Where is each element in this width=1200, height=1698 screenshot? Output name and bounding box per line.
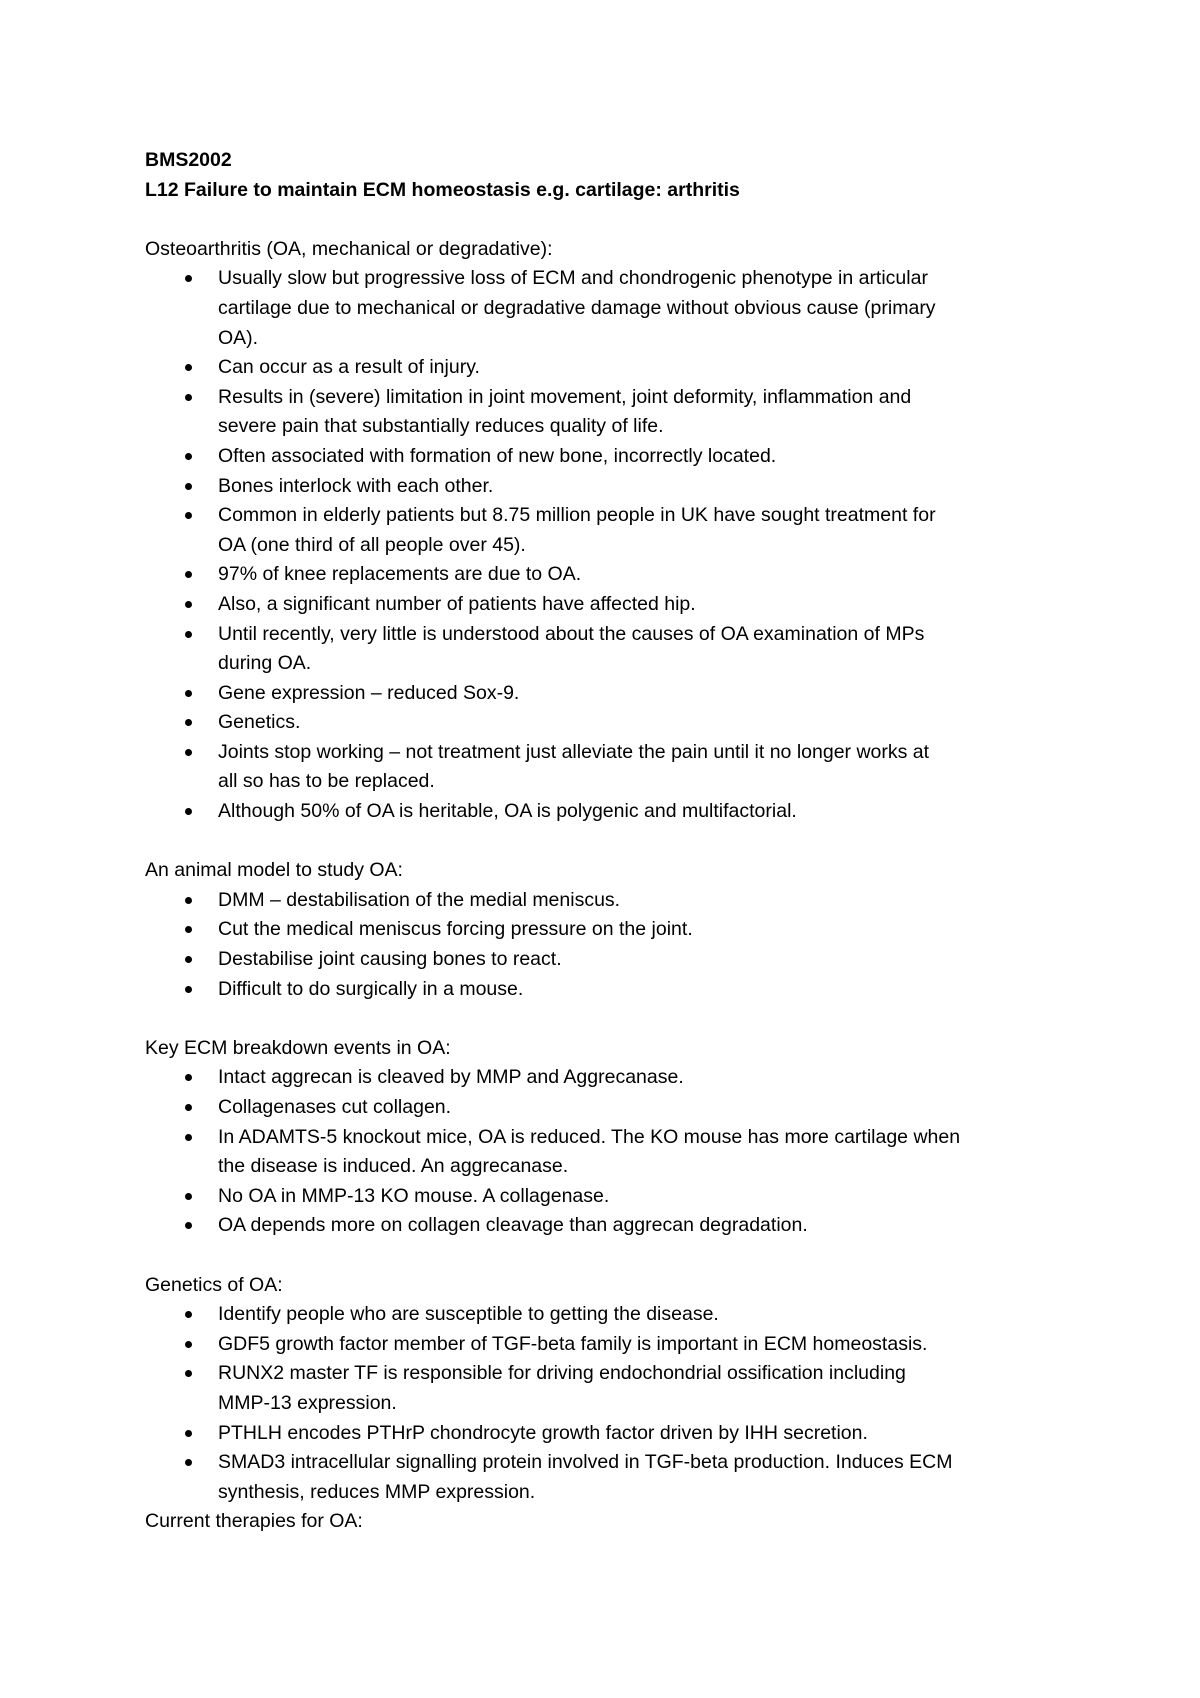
bullet-text-line: OA depends more on collagen cleavage than aggrecan degradation.: [218, 1214, 808, 1237]
bullet-item: [145, 679, 1065, 709]
bullet-item: [145, 1419, 1065, 1449]
bullet-icon: [185, 1341, 192, 1348]
bullet-icon: [185, 719, 192, 726]
bullet-list: [145, 886, 1065, 1004]
bullet-icon: [185, 571, 192, 578]
bullet-icon: [185, 897, 192, 904]
sections-container: [145, 235, 1065, 1508]
bullet-item: [145, 1182, 1065, 1212]
bullet-text: [218, 975, 1065, 1005]
bullet-text: [218, 472, 1065, 502]
bullet-text-line: Destabilise joint causing bones to react.: [218, 948, 562, 971]
bullet-item: [145, 590, 1065, 620]
bullet-text-line: 97% of knee replacements are due to OA.: [218, 563, 582, 586]
bullet-text: [218, 1359, 1065, 1418]
bullet-text: [218, 620, 1065, 679]
bullet-item: [145, 353, 1065, 383]
bullet-text: [218, 1063, 1065, 1093]
bullet-text: [218, 1448, 1065, 1507]
bullet-text-line: Cut the medical meniscus forcing pressure on the joint.: [218, 918, 693, 941]
bullet-item: [145, 797, 1065, 827]
blank-line: [145, 827, 1065, 857]
bullet-icon: [185, 1311, 192, 1318]
bullet-text: [218, 264, 1065, 353]
bullet-item: [145, 1093, 1065, 1123]
bullet-icon: [185, 1459, 192, 1466]
bullet-text: [218, 1211, 1065, 1241]
bullet-item: [145, 1123, 1065, 1182]
bullet-text-line: the disease is induced. An aggrecanase.: [218, 1155, 569, 1178]
bullet-text: [218, 442, 1065, 472]
bullet-text: [218, 1123, 1065, 1182]
bullet-item: [145, 383, 1065, 442]
bullet-item: [145, 501, 1065, 560]
bullet-text: [218, 708, 1065, 738]
bullet-text: [218, 797, 1065, 827]
bullet-list: [145, 1063, 1065, 1241]
bullet-text: [218, 886, 1065, 916]
bullet-text: [218, 915, 1065, 945]
bullet-icon: [185, 690, 192, 697]
bullet-text-line: Often associated with formation of new bone, incorrectly located.: [218, 444, 777, 467]
bullet-item: [145, 472, 1065, 502]
bullet-text: [218, 1300, 1065, 1330]
bullet-icon: [185, 1104, 192, 1111]
blank-line: [145, 205, 1065, 235]
bullet-text: [218, 1419, 1065, 1449]
bullet-icon: [185, 1134, 192, 1141]
bullet-icon: [185, 808, 192, 815]
bullet-icon: [185, 601, 192, 608]
bullet-icon: [185, 986, 192, 993]
bullet-item: [145, 886, 1065, 916]
bullet-item: [145, 975, 1065, 1005]
bullet-item: [145, 442, 1065, 472]
bullet-text-line: cartilage due to mechanical or degradative damage without obvious cause (primary: [218, 296, 936, 319]
bullet-icon: [185, 1193, 192, 1200]
bullet-item: [145, 945, 1065, 975]
bullet-item: [145, 1448, 1065, 1507]
bullet-text-line: Identify people who are susceptible to getting the disease.: [218, 1303, 719, 1326]
bullet-text: [218, 1093, 1065, 1123]
blank-line: [145, 1004, 1065, 1034]
bullet-icon: [185, 631, 192, 638]
bullet-icon: [185, 1074, 192, 1081]
bullet-text-line: DMM – destabilisation of the medial meniscus.: [218, 888, 621, 911]
bullet-text: [218, 560, 1065, 590]
bullet-text: [218, 945, 1065, 975]
bullet-item: [145, 620, 1065, 679]
bullet-text-line: severe pain that substantially reduces quality of life.: [218, 415, 664, 438]
bullet-text-line: GDF5 growth factor member of TGF-beta family is important in ECM homeostasis.: [218, 1332, 928, 1355]
bullet-list: [145, 264, 1065, 826]
bullet-text-line: OA).: [218, 326, 259, 349]
bullet-item: [145, 560, 1065, 590]
bullet-text: [218, 383, 1065, 442]
bullet-item: [145, 1359, 1065, 1418]
bullet-text: [218, 738, 1065, 797]
bullet-icon: [185, 1430, 192, 1437]
bullet-icon: [185, 512, 192, 519]
bullet-text-line: SMAD3 intracellular signalling protein involved in TGF-beta production. Induces ECM: [218, 1451, 953, 1474]
bullet-text-line: Usually slow but progressive loss of ECM and chondrogenic phenotype in articular: [218, 267, 928, 290]
bullet-icon: [185, 1222, 192, 1229]
bullet-icon: [185, 483, 192, 490]
bullet-item: [145, 915, 1065, 945]
bullet-text-line: Until recently, very little is understood about the causes of OA examination of MPs: [218, 622, 925, 645]
bullet-item: [145, 708, 1065, 738]
bullet-text-line: PTHLH encodes PTHrP chondrocyte growth factor driven by IHH secretion.: [218, 1421, 868, 1444]
section-heading: An animal model to study OA:: [145, 859, 403, 882]
bullet-item: [145, 1063, 1065, 1093]
section-heading: Genetics of OA:: [145, 1273, 283, 1296]
bullet-text-line: Genetics.: [218, 711, 301, 734]
blank-line: [145, 1241, 1065, 1271]
bullet-item: [145, 1211, 1065, 1241]
section-heading: Key ECM breakdown events in OA:: [145, 1036, 451, 1059]
bullet-text-line: In ADAMTS-5 knockout mice, OA is reduced. The KO mouse has more cartilage when: [218, 1125, 961, 1148]
bullet-item: [145, 738, 1065, 797]
bullet-icon: [185, 275, 192, 282]
bullet-text-line: RUNX2 master TF is responsible for driving endochondrial ossification including: [218, 1362, 906, 1385]
section-heading: Osteoarthritis (OA, mechanical or degradative):: [145, 237, 553, 260]
bullet-text: [218, 501, 1065, 560]
bullet-text-line: MMP-13 expression.: [218, 1391, 397, 1414]
bullet-text: [218, 1330, 1065, 1360]
bullet-icon: [185, 394, 192, 401]
bullet-icon: [185, 453, 192, 460]
bullet-text: [218, 590, 1065, 620]
bullet-icon: [185, 1370, 192, 1377]
bullet-text: [218, 1182, 1065, 1212]
bullet-text-line: Gene expression – reduced Sox-9.: [218, 681, 520, 704]
section-heading-current-therapies: Current therapies for OA:: [145, 1510, 363, 1533]
bullet-text-line: Common in elderly patients but 8.75 million people in UK have sought treatment for: [218, 504, 936, 527]
bullet-text-line: Collagenases cut collagen.: [218, 1096, 452, 1118]
bullet-text-line: No OA in MMP-13 KO mouse. A collagenase.: [218, 1184, 610, 1207]
bullet-list: [145, 1300, 1065, 1507]
bullet-text-line: Intact aggrecan is cleaved by MMP and Aggrecanase.: [218, 1066, 684, 1089]
bullet-text-line: Difficult to do surgically in a mouse.: [218, 977, 524, 1000]
bullet-item: [145, 264, 1065, 353]
bullet-icon: [185, 926, 192, 933]
bullet-item: [145, 1300, 1065, 1330]
bullet-text-line: Can occur as a result of injury.: [218, 356, 480, 379]
document-content: [145, 146, 1065, 1537]
bullet-text-line: during OA.: [218, 652, 312, 675]
course-code: BMS2002: [145, 149, 232, 171]
bullet-icon: [185, 956, 192, 963]
bullet-text-line: synthesis, reduces MMP expression.: [218, 1480, 536, 1503]
bullet-text-line: Results in (severe) limitation in joint movement, joint deformity, inflammation and: [218, 385, 912, 408]
bullet-icon: [185, 364, 192, 371]
bullet-text-line: OA (one third of all people over 45).: [218, 533, 526, 556]
lecture-title: L12 Failure to maintain ECM homeostasis e.g. cartilage: arthritis: [145, 178, 740, 201]
bullet-item: [145, 1330, 1065, 1360]
bullet-text: [218, 679, 1065, 709]
bullet-text-line: all so has to be replaced.: [218, 770, 435, 793]
bullet-text-line: Although 50% of OA is heritable, OA is polygenic and multifactorial.: [218, 800, 797, 823]
bullet-text: [218, 353, 1065, 383]
bullet-icon: [185, 749, 192, 756]
bullet-text-line: Also, a significant number of patients have affected hip.: [218, 592, 696, 615]
bullet-text-line: Joints stop working – not treatment just alleviate the pain until it no longer works at: [218, 740, 930, 763]
bullet-text-line: Bones interlock with each other.: [218, 474, 494, 497]
